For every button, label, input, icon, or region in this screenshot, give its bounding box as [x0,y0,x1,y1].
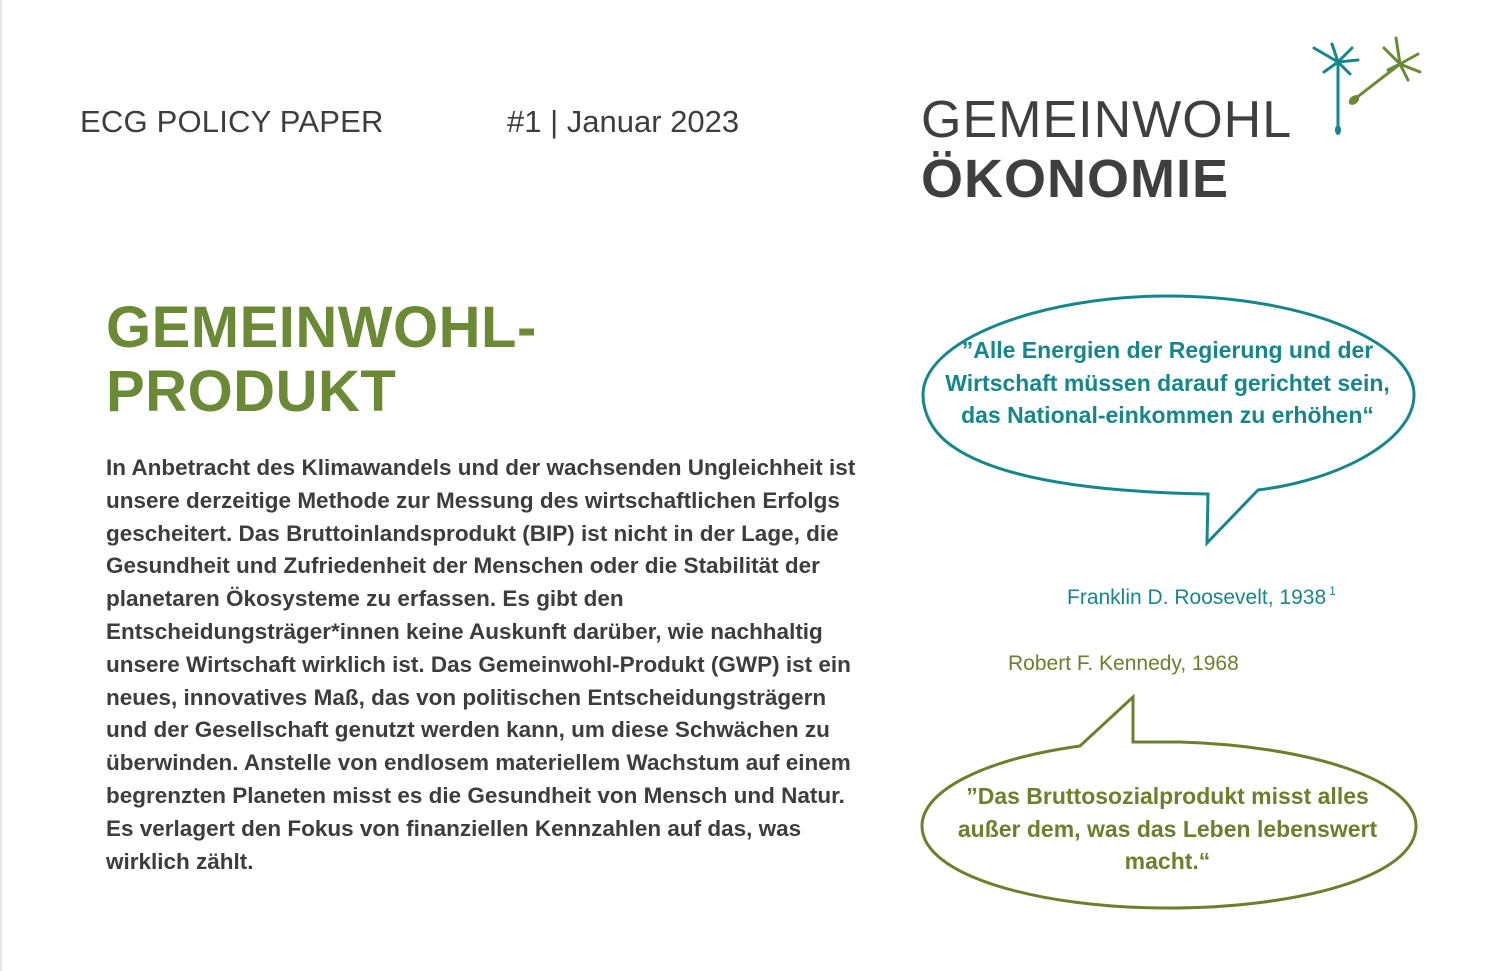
page-edge [0,0,2,971]
dandelion-logo-icon [1300,30,1430,140]
attribution-roosevelt [1067,584,1336,610]
body-paragraph: In Anbetracht des Klimawandels und der wachsenden Ungleichheit ist unsere derzeitige Methode zur Messung des wirtschaftlichen Erfolgs gescheitert. Das Bruttoinlandsprodukt (BIP) ist nicht in der Lage, die Gesundheit und Zufriedenheit der Menschen oder die Stabilität der planetaren Ökosysteme zu erfassen. Es gibt den Entscheidungsträger*innen keine Auskunft darüber, wie nachhaltig unsere Wirtschaft wirklich ist. Das Gemeinwohl-Produkt (GWP) ist ein neues, innovatives Maß, das von politischen Entscheidungsträgern und der Gesellschaft genutzt werden kann, um diese Schwächen zu überwinden. Anstelle von endlosem materiellem Wachstum auf einem begrenzten Planeten misst es die Gesundheit von Mensch und Natur. Es verlagert den Fokus von finanziellen Kennzahlen auf das, was wirklich zählt. [106,455,856,874]
quote-roosevelt: ”Alle Energien der Regierung und der Wirtschaft müssen darauf gerichtet sein, das National-einkommen zu erhöhen“ [945,337,1390,428]
attribution-kennedy: Robert F. Kennedy, 1968 [1008,652,1239,675]
attribution-roosevelt-text: Franklin D. Roosevelt, 1938 [1067,586,1327,609]
title-line-1: GEMEINWOHL- [106,295,537,360]
quote-kennedy: ”Das Bruttosozialprodukt misst alles außer dem, was das Leben lebenswert macht.“ [957,783,1378,874]
series-label: ECG POLICY PAPER [80,104,384,139]
footnote-marker[interactable]: 1 [1329,584,1336,598]
logo-line-1: GEMEINWOHL [921,91,1293,149]
issue-label: #1 | Januar 2023 [507,104,740,139]
page-title [106,296,537,424]
title-line-2: PRODUKT [106,359,397,424]
logo-line-2: ÖKONOMIE [921,149,1230,209]
